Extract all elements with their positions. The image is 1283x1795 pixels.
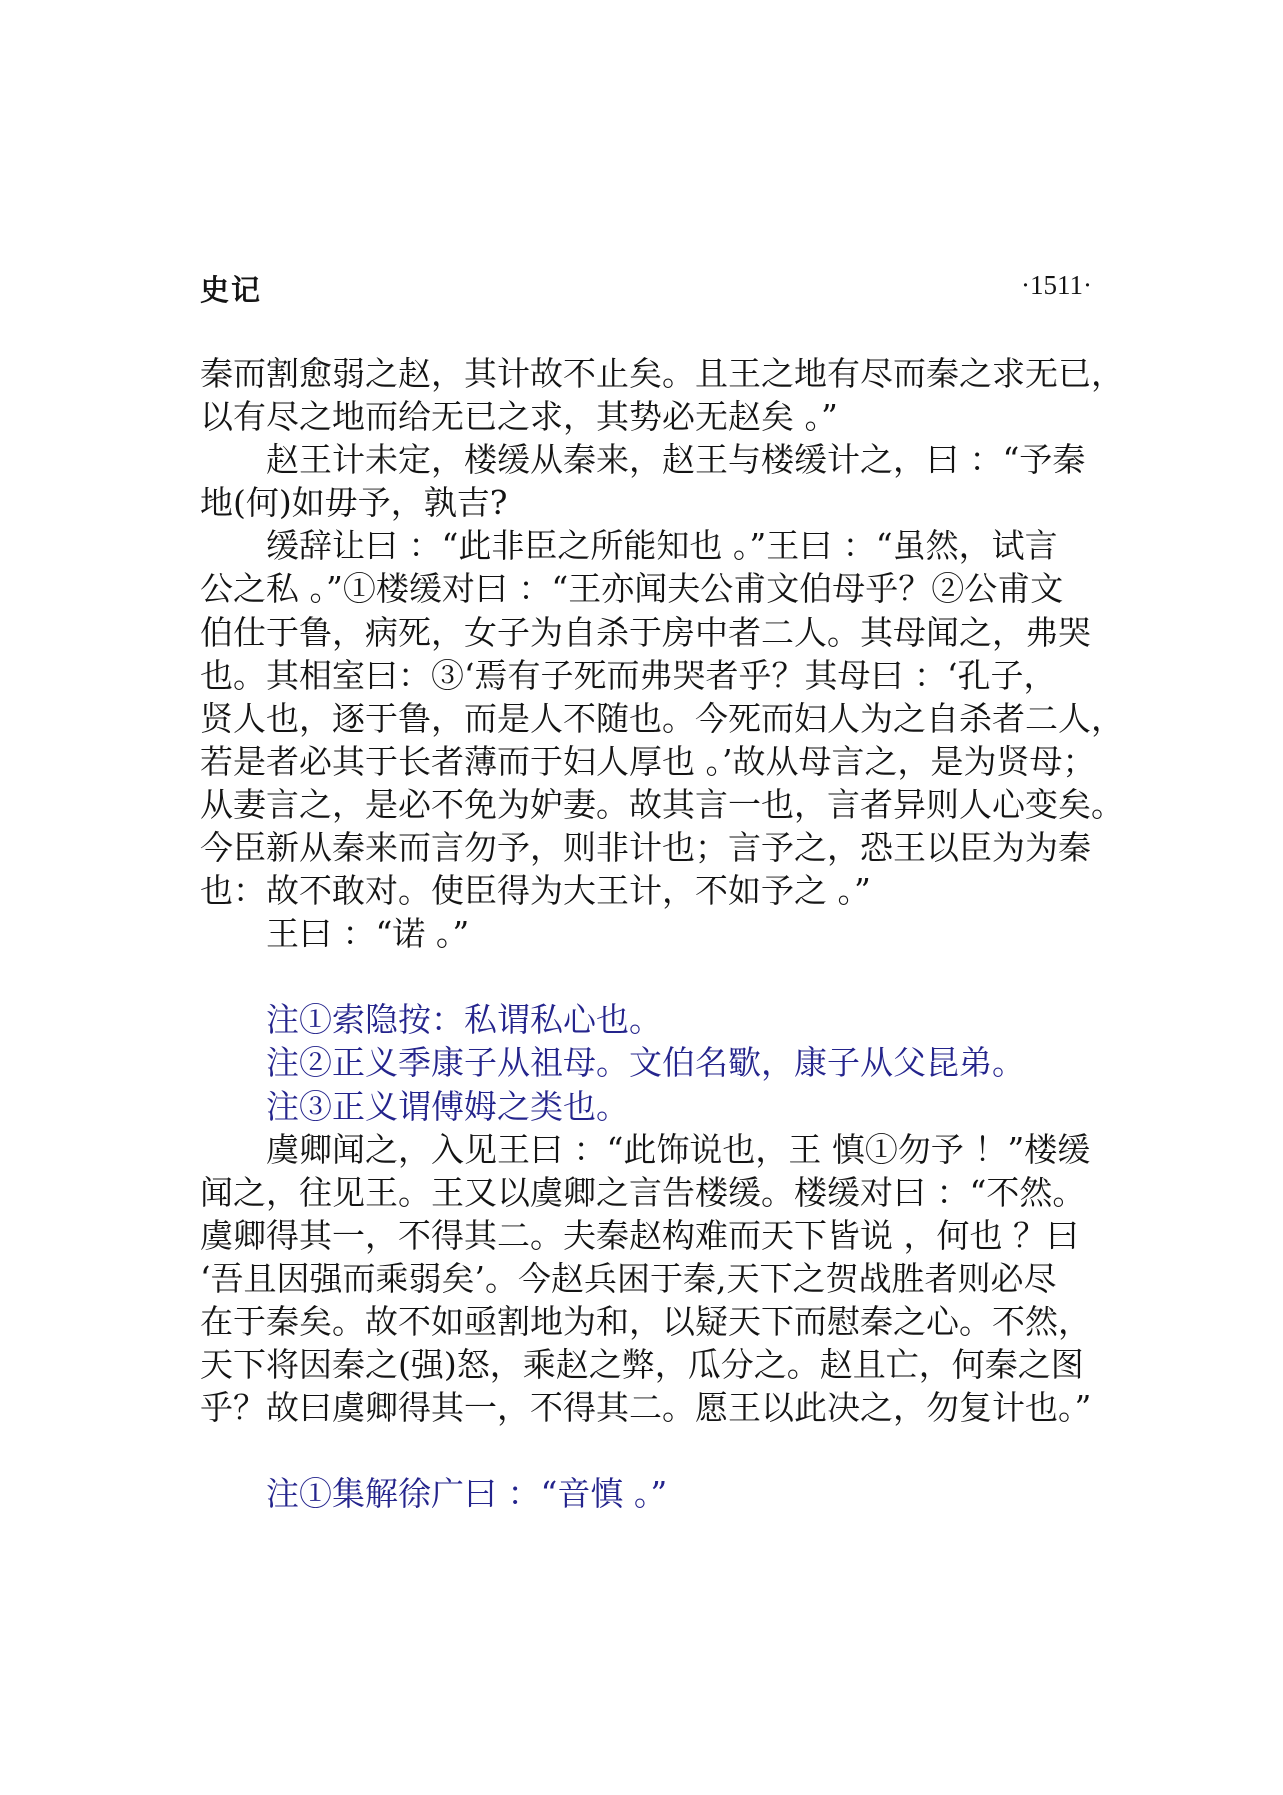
text-line: 地(何)如毋予，孰吉? — [200, 483, 508, 523]
footnote-line: 注③正义谓傅姆之类也。 — [266, 1086, 629, 1126]
text-line: 闻之，往见王。王又以虞卿之言告楼缓。楼缓对曰 ：“不然。 — [200, 1172, 1086, 1212]
footnote-line: 注②正义季康子从祖母。文伯名歜，康子从父昆弟。 — [266, 1043, 1025, 1083]
text-line: 也：故不敢对。使臣得为大王计，不如予之 。” — [200, 871, 871, 911]
paragraph-gap — [200, 1429, 1100, 1472]
paragraph-gap — [200, 955, 1100, 998]
page-header — [200, 268, 1092, 312]
text-line: 虞卿得其一，不得其二。夫秦赵构难而天下皆说 ，何也 ？曰 — [200, 1215, 1079, 1255]
text-line: 伯仕于鲁，病死，女子为自杀于房中者二人。其母闻之，弗哭 — [200, 612, 1091, 652]
text-line: 贤人也，逐于鲁，而是人不随也。今死而妇人为之自杀者二人， — [200, 698, 1124, 738]
text-line: 缓辞让曰 ：“此非臣之所能知也 。”王曰 ：“虽然，试言 — [266, 526, 1058, 566]
text-line: 在于秦矣。故不如亟割地为和，以疑天下而慰秦之心。不然， — [200, 1301, 1091, 1341]
book-title: 史记 — [200, 273, 263, 307]
text-line: 秦而割愈弱之赵，其计故不止矣。且王之地有尽而秦之求无已， — [200, 354, 1124, 393]
text-line: 虞卿闻之，入见王曰 ：“此饰说也，王 慎①勿予 ！”楼缓 — [266, 1129, 1091, 1169]
footnote-line: 注①索隐按：私谓私心也。 — [266, 1000, 662, 1040]
text-line: ‘吾且因强而乘弱矣’。今赵兵困于秦,天下之贺战胜者则必尽 — [200, 1258, 1057, 1298]
text-line: 今臣新从秦来而言勿予，则非计也；言予之，恐王以臣为为秦 — [200, 828, 1091, 868]
text-line: 若是者必其于长者薄而于妇人厚也 。’故从母言之，是为贤母； — [200, 741, 1096, 781]
text-line: 天下将因秦之(强)怒，乘赵之弊，瓜分之。赵且亡，何秦之图 — [200, 1345, 1084, 1385]
text-line: 乎？故曰虞卿得其一，不得其二。愿王以此决之，勿复计也。” — [200, 1388, 1092, 1428]
page-number: ·1511· — [1021, 270, 1092, 300]
page-body — [200, 352, 1124, 1515]
text-line: 从妻言之，是必不免为妒妻。故其言一也，言者异则人心变矣。 — [200, 784, 1124, 824]
text-line: 公之私 。”①楼缓对曰 ：“王亦闻夫公甫文伯母乎？②公甫文 — [200, 569, 1064, 609]
footnote-line: 注①集解徐广曰 ：“音慎 。” — [266, 1474, 668, 1514]
text-line: 赵王计未定，楼缓从秦来，赵王与楼缓计之，曰 ：“予秦 — [266, 440, 1086, 480]
text-line: 以有尽之地而给无已之求，其势必无赵矣 。” — [200, 397, 838, 437]
text-line: 也。其相室曰：③‘焉有子死而弗哭者乎？其母曰 ：‘孔子， — [200, 655, 1057, 695]
text-line: 王曰 ：“诺 。” — [266, 914, 470, 954]
